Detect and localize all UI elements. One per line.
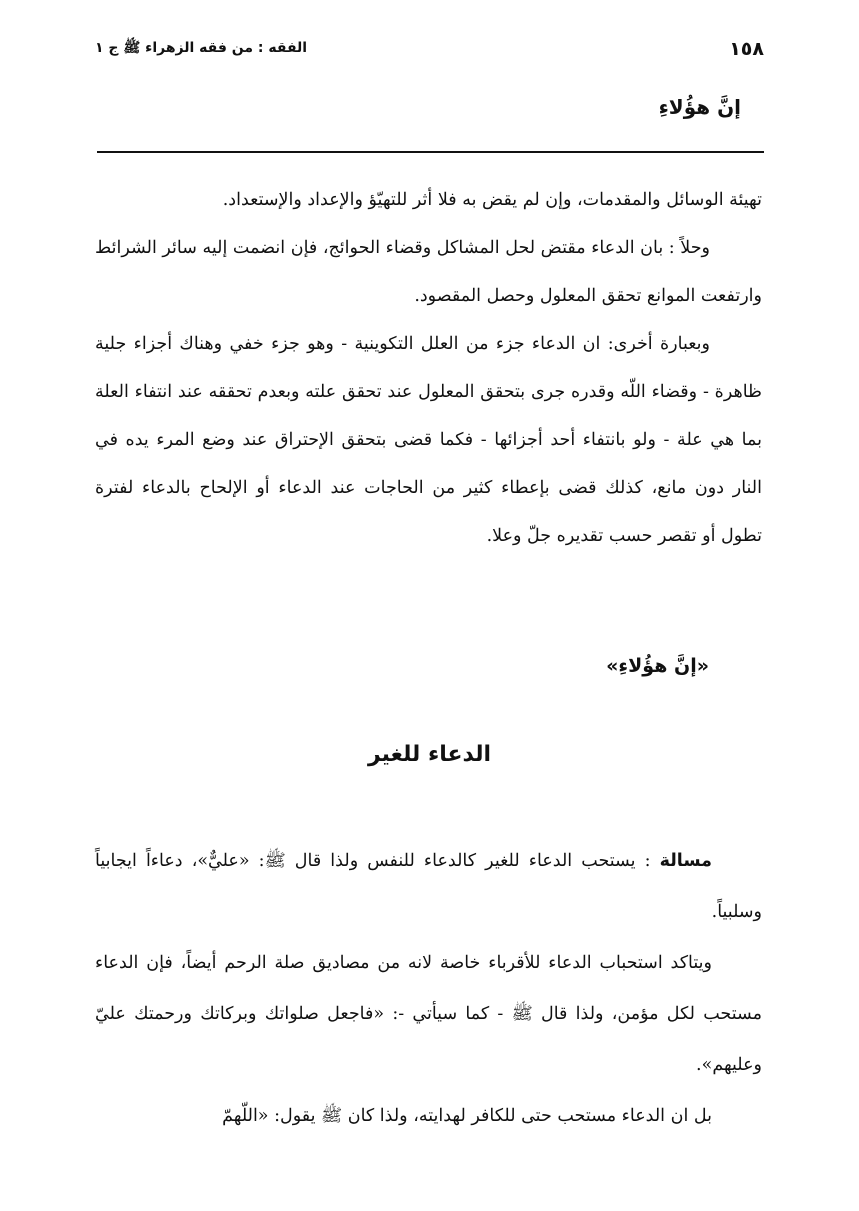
paragraph: وحلاً : بان الدعاء مقتض لحل المشاكل وقضاء الحوائج، فإن انضمت إليه سائر الشرائط وارتفعت الموانع تحقق المعلول وحصل المقصود.: [95, 238, 762, 306]
body-text-section-2: [95, 836, 762, 1142]
quote-heading: «إنَّ هؤُلاءِ»: [606, 655, 709, 677]
paragraph: بل ان الدعاء مستحب حتى للكافر لهدايته، ولذا كان ﷺ يقول: «اللّهمّ: [222, 1106, 712, 1126]
masala-label: مسالة: [659, 851, 712, 871]
book-title: الفقه : من فقه الزهراء ﷺ ج ١: [95, 40, 308, 56]
paragraph: [95, 836, 762, 938]
header-rule: [97, 151, 764, 153]
paragraph: ويتاكد استحباب الدعاء للأقرباء خاصة لانه من مصاديق صلة الرحم أيضاً، فإن الدعاء مستحب لكل مؤمن، ولذا قال ﷺ - كما سيأتي -: «فاجعل صلواتك وبركاتك ورحمتك عليّ وعليهم».: [95, 953, 762, 1075]
chapter-title: الدعاء للغير: [367, 742, 492, 767]
section-heading: إنَّ هؤُلاءِ: [658, 95, 741, 119]
masala-text: : يستحب الدعاء للغير كالدعاء للنفس ولذا قال ﷺ: «عليٌّ»، دعاءاً ايجابياً وسلبياً.: [95, 851, 762, 922]
page-number: ١٥٨: [729, 38, 764, 60]
running-header: [95, 34, 764, 64]
paragraph: تهيئة الوسائل والمقدمات، وإن لم يقض به فلا أثر للتهيّؤ والإعداد والإستعداد.: [222, 190, 762, 210]
body-text-section-1: [95, 176, 762, 560]
paragraph: وبعبارة أخرى: ان الدعاء جزء من العلل التكوينية - وهو جزء خفي وهناك أجزاء جلية ظاهرة - وقضاء اللّه وقدره جرى بتحقق المعلول عند تحقق علته وبعدم تحققه عند انتفاء العلة بما هي علة - ولو بانتفاء أحد أجزائها - فكما قضى بتحقق الإحتراق عند وضع المرء يده في النار دون مانع، كذلك قضى بإعطاء كثير من الحاجات عند الدعاء أو الإلحاح بالدعاء لفترة تطول أو تقصر حسب تقديره جلّ وعلا.: [95, 334, 762, 546]
